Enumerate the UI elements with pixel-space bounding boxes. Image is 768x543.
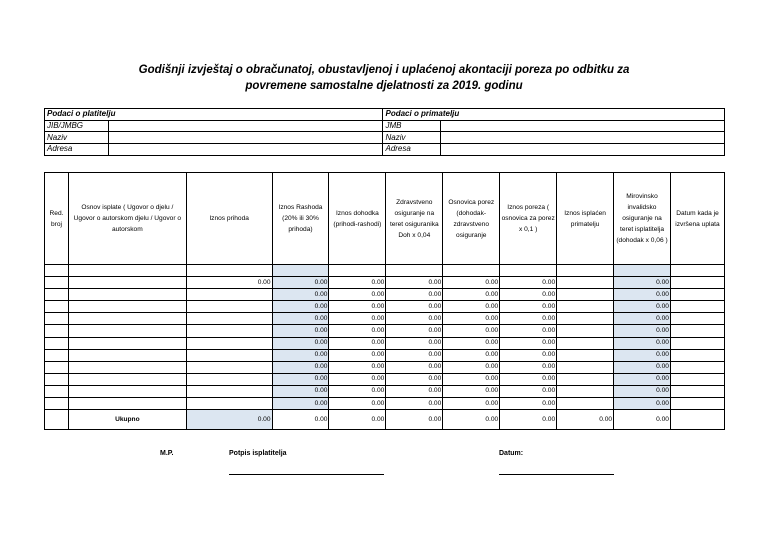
payer-jib-label: JIB/JMBG xyxy=(45,120,109,132)
dohodak-cell: 0.00 xyxy=(329,337,386,349)
table-row xyxy=(45,373,725,385)
expense-cell: 0.00 xyxy=(272,289,329,301)
expense-cell: 0.00 xyxy=(272,337,329,349)
col-header-paid: Iznos isplaćen primatelju xyxy=(557,173,614,265)
tax-cell: 0.00 xyxy=(500,289,557,301)
total-expense: 0.00 xyxy=(272,410,329,430)
tax-cell: 0.00 xyxy=(500,398,557,410)
health-cell: 0.00 xyxy=(386,361,443,373)
dohodak-cell: 0.00 xyxy=(329,398,386,410)
total-base: 0.00 xyxy=(443,410,500,430)
col-header-income: Iznos prihoda xyxy=(186,173,272,265)
table-row xyxy=(45,398,725,410)
health-cell: 0.00 xyxy=(386,398,443,410)
base-cell: 0.00 xyxy=(443,361,500,373)
total-health: 0.00 xyxy=(386,410,443,430)
recipient-jmb-label: JMB xyxy=(383,120,441,132)
total-pension: 0.00 xyxy=(614,410,671,430)
payer-address-label: Adresa xyxy=(45,144,109,156)
tax-cell: 0.00 xyxy=(500,385,557,397)
dohodak-cell: 0.00 xyxy=(329,349,386,361)
expense-cell: 0.00 xyxy=(272,349,329,361)
pension-cell: 0.00 xyxy=(614,301,671,313)
health-cell: 0.00 xyxy=(386,373,443,385)
base-cell: 0.00 xyxy=(443,385,500,397)
pension-cell: 0.00 xyxy=(614,385,671,397)
table-header-row xyxy=(45,173,725,265)
recipient-address-field[interactable] xyxy=(441,144,725,156)
tax-cell: 0.00 xyxy=(500,349,557,361)
health-cell: 0.00 xyxy=(386,349,443,361)
base-cell: 0.00 xyxy=(443,398,500,410)
expense-cell: 0.00 xyxy=(272,301,329,313)
pension-cell: 0.00 xyxy=(614,325,671,337)
base-cell: 0.00 xyxy=(443,349,500,361)
base-cell: 0.00 xyxy=(443,277,500,289)
signature-line[interactable] xyxy=(229,474,384,475)
pension-cell: 0.00 xyxy=(614,373,671,385)
table-row xyxy=(45,337,725,349)
dohodak-cell: 0.00 xyxy=(329,361,386,373)
party-info-table xyxy=(44,108,725,156)
base-cell: 0.00 xyxy=(443,373,500,385)
health-cell: 0.00 xyxy=(386,289,443,301)
pension-cell: 0.00 xyxy=(614,337,671,349)
col-header-health: Zdravstveno osiguranje na teret osiguranika Doh x 0,04 xyxy=(386,173,443,265)
tax-cell: 0.00 xyxy=(500,277,557,289)
table-row xyxy=(45,349,725,361)
dohodak-cell: 0.00 xyxy=(329,325,386,337)
expense-cell: 0.00 xyxy=(272,385,329,397)
expense-cell: 0.00 xyxy=(272,313,329,325)
payer-address-field[interactable] xyxy=(108,144,383,156)
col-header-pension: Mirovinsko invalidsko osiguranje na teret isplatitelja (dohodak x 0,06 ) xyxy=(614,173,671,265)
table-row xyxy=(45,313,725,325)
total-income: 0.00 xyxy=(186,410,272,430)
tax-cell: 0.00 xyxy=(500,313,557,325)
recipient-address-label: Adresa xyxy=(383,144,441,156)
date-line[interactable] xyxy=(499,474,614,475)
signature-label: Potpis isplatitelja xyxy=(229,450,287,457)
col-header-no: Red. broj xyxy=(45,173,69,265)
pension-cell: 0.00 xyxy=(614,349,671,361)
col-header-date: Datum kada je izvršena uplata xyxy=(670,173,724,265)
health-cell: 0.00 xyxy=(386,313,443,325)
pension-cell: 0.00 xyxy=(614,361,671,373)
pension-cell: 0.00 xyxy=(614,398,671,410)
dohodak-cell: 0.00 xyxy=(329,313,386,325)
table-row xyxy=(45,301,725,313)
health-cell: 0.00 xyxy=(386,325,443,337)
stamp-label: M.P. xyxy=(160,450,174,457)
table-row xyxy=(45,265,725,277)
pension-cell: 0.00 xyxy=(614,277,671,289)
col-header-tax: Iznos poreza ( osnovica za porez x 0,1 ) xyxy=(500,173,557,265)
recipient-jmb-field[interactable] xyxy=(441,120,725,132)
payments-table xyxy=(44,172,725,430)
health-cell: 0.00 xyxy=(386,385,443,397)
table-row xyxy=(45,385,725,397)
expense-cell: 0.00 xyxy=(272,325,329,337)
table-row xyxy=(45,325,725,337)
base-cell: 0.00 xyxy=(443,301,500,313)
table-row xyxy=(45,289,725,301)
dohodak-cell: 0.00 xyxy=(329,277,386,289)
pension-cell: 0.00 xyxy=(614,313,671,325)
payer-name-field[interactable] xyxy=(108,132,383,144)
expense-cell: 0.00 xyxy=(272,361,329,373)
report-title xyxy=(100,62,668,94)
tax-cell: 0.00 xyxy=(500,337,557,349)
date-label: Datum: xyxy=(499,450,524,457)
tax-cell: 0.00 xyxy=(500,325,557,337)
total-paid: 0.00 xyxy=(557,410,614,430)
recipient-name-field[interactable] xyxy=(441,132,725,144)
total-dohodak: 0.00 xyxy=(329,410,386,430)
col-header-dohodak: Iznos dohodka (prihodi-rashodi) xyxy=(329,173,386,265)
expense-cell: 0.00 xyxy=(272,373,329,385)
col-header-expense: Iznos Rashoda (20% ili 30% prihoda) xyxy=(272,173,329,265)
payer-jib-field[interactable] xyxy=(108,120,383,132)
tax-cell: 0.00 xyxy=(500,361,557,373)
base-cell: 0.00 xyxy=(443,313,500,325)
income-cell[interactable]: 0.00 xyxy=(186,277,272,289)
expense-cell: 0.00 xyxy=(272,398,329,410)
recipient-header: Podaci o primatelju xyxy=(383,109,725,121)
base-cell: 0.00 xyxy=(443,325,500,337)
col-header-base: Osnovica porez (dohodak-zdravstveno osiguranje xyxy=(443,173,500,265)
health-cell: 0.00 xyxy=(386,337,443,349)
dohodak-cell: 0.00 xyxy=(329,289,386,301)
title-line-2: povremene samostalne djelatnosti za 2019. godinu xyxy=(245,80,523,92)
total-row xyxy=(45,410,725,430)
col-header-basis: Osnov isplate ( Ugovor o djelu / Ugovor o autorskom djelu / Ugovor o autorskom xyxy=(68,173,186,265)
base-cell: 0.00 xyxy=(443,337,500,349)
health-cell: 0.00 xyxy=(386,301,443,313)
health-cell: 0.00 xyxy=(386,277,443,289)
tax-cell: 0.00 xyxy=(500,301,557,313)
table-row xyxy=(45,277,725,289)
base-cell: 0.00 xyxy=(443,289,500,301)
payer-name-label: Naziv xyxy=(45,132,109,144)
pension-cell: 0.00 xyxy=(614,289,671,301)
dohodak-cell: 0.00 xyxy=(329,373,386,385)
payer-header: Podaci o platitelju xyxy=(45,109,383,121)
title-line-1: Godišnji izvještaj o obračunatoj, obustavljenoj i uplaćenoj akontaciji poreza po odbitku za xyxy=(138,64,630,76)
expense-cell: 0.00 xyxy=(272,277,329,289)
table-row xyxy=(45,361,725,373)
tax-cell: 0.00 xyxy=(500,373,557,385)
recipient-name-label: Naziv xyxy=(383,132,441,144)
total-tax: 0.00 xyxy=(500,410,557,430)
dohodak-cell: 0.00 xyxy=(329,301,386,313)
total-label: Ukupno xyxy=(68,410,186,430)
dohodak-cell: 0.00 xyxy=(329,385,386,397)
